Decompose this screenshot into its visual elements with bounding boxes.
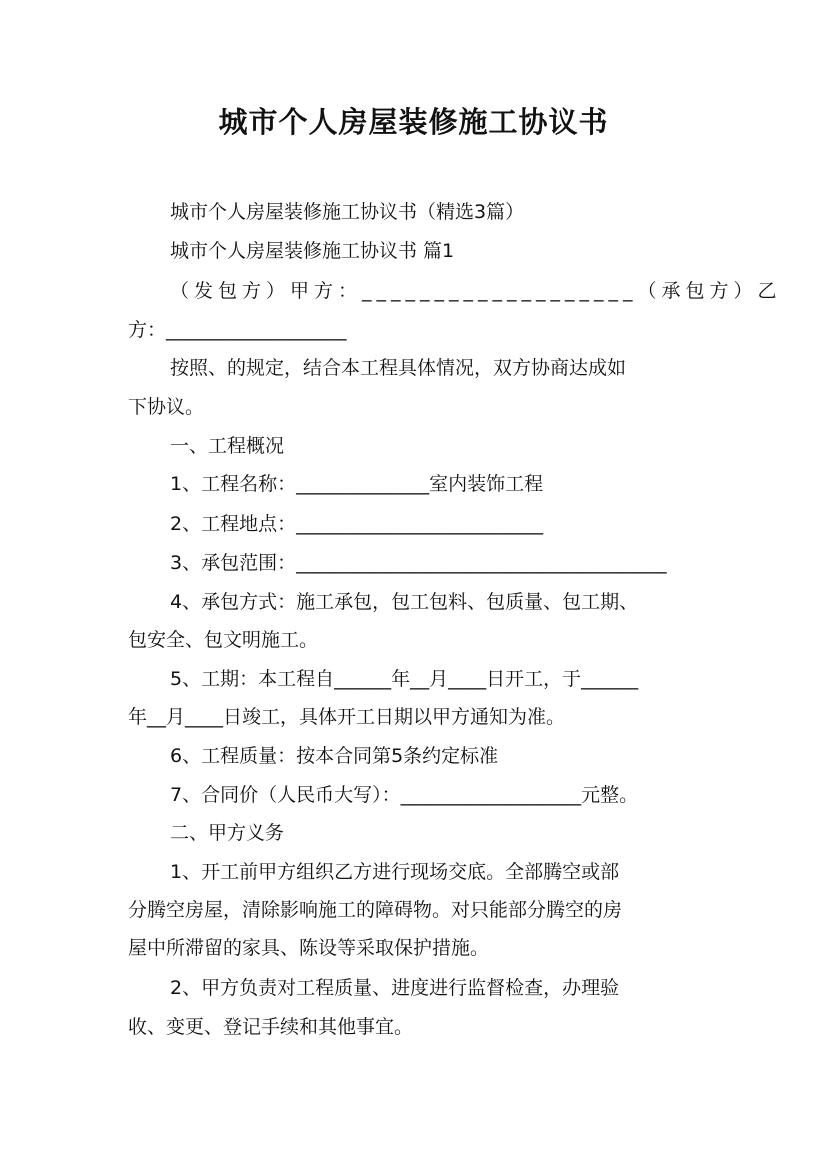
section-heading-line: 二、甲方义务	[170, 822, 285, 844]
clause-line: 7、合同价（人民币大写）：___________________元整。	[170, 784, 639, 806]
clause-line: 3、承包范围：_______________________________________	[170, 552, 667, 574]
subtitle-line: 城市个人房屋装修施工协议书（精选3篇）	[170, 201, 525, 223]
clause-line: 1、开工前甲方组织乙方进行现场交底。全部腾空或部	[170, 861, 620, 883]
clause-line: 年__月____日竣工，具体开工日期以甲方通知为准。	[128, 706, 566, 728]
clause-line: 1、工程名称：______________室内装饰工程	[170, 473, 544, 495]
document-title: 城市个人房屋装修施工协议书	[218, 105, 609, 139]
clause-line: 收、变更、登记手续和其他事宜。	[128, 1016, 414, 1038]
section-heading-line: 城市个人房屋装修施工协议书 篇1	[170, 240, 455, 262]
clause-line: 包安全、包文明施工。	[128, 629, 319, 651]
clause-line: 4、承包方式：施工承包，包工包料、包质量、包工期、	[170, 591, 639, 613]
party-a-line: （发包方）甲方：___________________（承包方）乙	[170, 280, 782, 302]
clause-line: 6、工程质量：按本合同第5条约定标准	[170, 745, 499, 767]
section-heading-line: 一、工程概况	[170, 435, 285, 457]
clause-line: 分腾空房屋，清除影响施工的障碍物。对只能部分腾空的房	[128, 899, 623, 921]
clause-line: 2、工程地点：__________________________	[170, 513, 544, 535]
paragraph-line: 按照、的规定，结合本工程具体情况，双方协商达成如	[170, 357, 627, 379]
clause-line: 屋中所滞留的家具、陈设等采取保护措施。	[128, 937, 490, 959]
clause-line: 2、甲方负责对工程质量、进度进行监督检查，办理验	[170, 977, 620, 999]
paragraph-line: 下协议。	[128, 396, 205, 418]
clause-line: 5、工期：本工程自______年__月____日开工，于______	[170, 668, 639, 690]
party-b-line: 方：___________________	[128, 319, 347, 341]
